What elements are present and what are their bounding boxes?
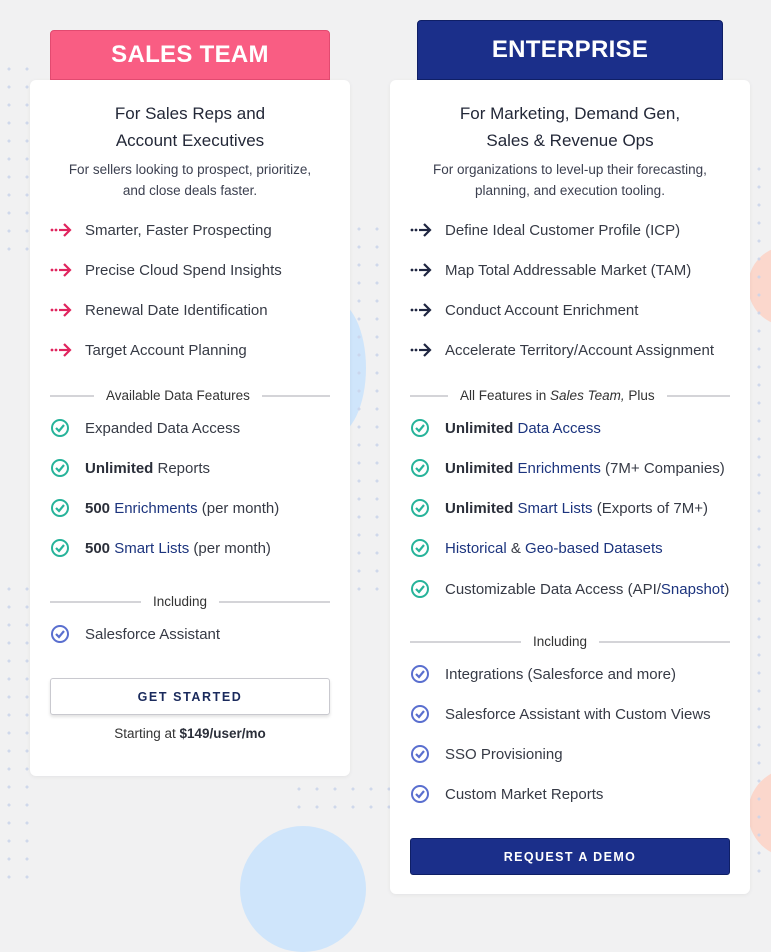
feature-text: Customizable Data Access (API/	[445, 580, 661, 598]
enterprise-benefit-text: Map Total Addressable Market (TAM)	[445, 261, 692, 279]
decor-blob	[240, 826, 366, 952]
sales-feature-item	[50, 498, 279, 518]
decor-dots	[350, 220, 390, 600]
including-text: Salesforce Assistant with Custom Views	[445, 705, 711, 723]
arrow-right-icon	[50, 220, 74, 240]
check-circle-icon	[410, 579, 434, 599]
check-circle-icon	[410, 458, 434, 478]
feature-text: (per month)	[197, 499, 280, 517]
arrow-right-icon	[50, 260, 74, 280]
check-circle-icon	[50, 458, 74, 478]
check-circle-icon	[410, 538, 434, 558]
check-circle-icon	[50, 624, 74, 644]
check-circle-icon	[410, 418, 434, 438]
enterprise-benefit-item	[410, 340, 714, 360]
snapshot-link[interactable]: Snapshot	[660, 580, 725, 598]
enterprise-benefit-item	[410, 260, 691, 280]
check-circle-icon	[410, 784, 434, 804]
heading-italic: Sales Team,	[550, 388, 625, 403]
price-value: $149/user/mo	[179, 726, 266, 741]
enrichments-link[interactable]: Enrichments	[513, 459, 601, 477]
sales-title	[30, 100, 350, 154]
enterprise-features-divider	[410, 388, 730, 403]
arrow-right-icon	[410, 260, 434, 280]
request-demo-button[interactable]: REQUEST A DEMO	[410, 838, 730, 875]
sales-desc-line1: For sellers looking to prospect, prioritize,	[68, 162, 312, 177]
sales-desc-line2: and close deals faster.	[122, 183, 258, 198]
including-text: Integrations (Salesforce and more)	[445, 665, 676, 683]
check-circle-icon	[410, 498, 434, 518]
enterprise-including-item	[410, 784, 603, 804]
arrow-right-icon	[410, 340, 434, 360]
feature-text: Reports	[153, 459, 211, 477]
check-circle-icon	[50, 418, 74, 438]
enterprise-including-divider	[410, 634, 730, 649]
arrow-right-icon	[50, 340, 74, 360]
smart-lists-link[interactable]: Smart Lists	[513, 499, 593, 517]
including-text: Custom Market Reports	[445, 785, 604, 803]
enterprise-title-line1: For Marketing, Demand Gen,	[459, 104, 681, 123]
heading-suffix: Plus	[624, 388, 655, 403]
sales-team-tab: SALES TEAM	[50, 30, 330, 80]
sales-benefit-text: Renewal Date Identification	[85, 301, 268, 319]
including-text: SSO Provisioning	[445, 745, 563, 763]
sales-feature-item	[50, 418, 240, 438]
heading-prefix: All Features in	[460, 388, 551, 403]
sales-description	[30, 159, 350, 201]
sales-title-line1: For Sales Reps and	[114, 104, 266, 123]
enterprise-benefit-text: Accelerate Territory/Account Assignment	[445, 341, 715, 359]
feature-bold-text: Unlimited	[445, 459, 514, 477]
sales-benefit-text: Target Account Planning	[85, 341, 247, 359]
arrow-right-icon	[410, 220, 434, 240]
arrow-right-icon	[50, 300, 74, 320]
enterprise-card	[390, 80, 750, 894]
enterprise-including-item	[410, 704, 711, 724]
data-access-link[interactable]: Data Access	[513, 419, 601, 437]
feature-text: Expanded Data Access	[85, 419, 241, 437]
sales-team-card	[30, 80, 350, 776]
feature-text: &	[506, 539, 526, 557]
sales-including-item	[50, 624, 220, 644]
enrichments-link[interactable]: Enrichments	[110, 499, 198, 517]
sales-benefit-item	[50, 300, 268, 320]
enterprise-benefit-item	[410, 220, 680, 240]
sales-features-divider	[50, 388, 330, 403]
feature-bold-text: Unlimited	[445, 499, 514, 517]
feature-bold-text: Unlimited	[445, 419, 514, 437]
historical-link[interactable]: Historical	[445, 539, 507, 557]
enterprise-feature-item	[410, 579, 729, 599]
enterprise-including-item	[410, 744, 563, 764]
sales-benefit-text: Smarter, Faster Prospecting	[85, 221, 272, 239]
sales-feature-item	[50, 538, 271, 558]
feature-bold-text: Unlimited	[85, 459, 154, 477]
enterprise-title-line2: Sales & Revenue Ops	[486, 131, 654, 150]
enterprise-tab: ENTERPRISE	[417, 20, 723, 80]
feature-text: )	[724, 580, 730, 598]
enterprise-benefit-text: Conduct Account Enrichment	[445, 301, 639, 319]
check-circle-icon	[50, 498, 74, 518]
enterprise-desc-line1: For organizations to level-up their forecasting,	[433, 162, 707, 177]
enterprise-feature-item	[410, 498, 708, 518]
check-circle-icon	[410, 704, 434, 724]
feature-bold-text: 500	[85, 499, 111, 517]
enterprise-including-heading: Including	[533, 634, 588, 649]
arrow-right-icon	[410, 300, 434, 320]
price-prefix: Starting at	[114, 726, 180, 741]
smart-lists-link[interactable]: Smart Lists	[110, 539, 190, 557]
enterprise-description	[390, 159, 750, 201]
sales-features-heading: Available Data Features	[106, 388, 250, 403]
feature-text: (7M+ Companies)	[600, 459, 725, 477]
sales-price	[30, 726, 350, 741]
sales-benefit-item	[50, 260, 282, 280]
sales-feature-item	[50, 458, 210, 478]
enterprise-features-heading	[448, 388, 667, 403]
get-started-button[interactable]: GET STARTED	[50, 678, 330, 715]
enterprise-benefit-text: Define Ideal Customer Profile (ICP)	[445, 221, 681, 239]
feature-text: (per month)	[189, 539, 271, 557]
decor-dots	[290, 780, 390, 820]
sales-benefit-item	[50, 220, 272, 240]
enterprise-desc-line2: planning, and execution tooling.	[475, 183, 665, 198]
decor-dots	[0, 580, 30, 880]
enterprise-benefit-item	[410, 300, 638, 320]
check-circle-icon	[410, 664, 434, 684]
sales-benefit-item	[50, 340, 247, 360]
enterprise-feature-item	[410, 538, 663, 558]
check-circle-icon	[50, 538, 74, 558]
check-circle-icon	[410, 744, 434, 764]
decor-dots	[0, 60, 30, 260]
sales-benefit-text: Precise Cloud Spend Insights	[85, 261, 282, 279]
enterprise-feature-item	[410, 418, 601, 438]
enterprise-including-item	[410, 664, 676, 684]
sales-title-line2: Account Executives	[115, 131, 265, 150]
enterprise-feature-item	[410, 458, 725, 478]
enterprise-title	[390, 100, 750, 154]
including-text: Salesforce Assistant	[85, 625, 221, 643]
decor-dots	[750, 160, 771, 880]
feature-bold-text: 500	[85, 539, 111, 557]
feature-text: (Exports of 7M+)	[592, 499, 708, 517]
geo-datasets-link[interactable]: Geo-based Datasets	[525, 539, 663, 557]
sales-including-heading: Including	[153, 594, 208, 609]
sales-including-divider	[50, 594, 330, 609]
